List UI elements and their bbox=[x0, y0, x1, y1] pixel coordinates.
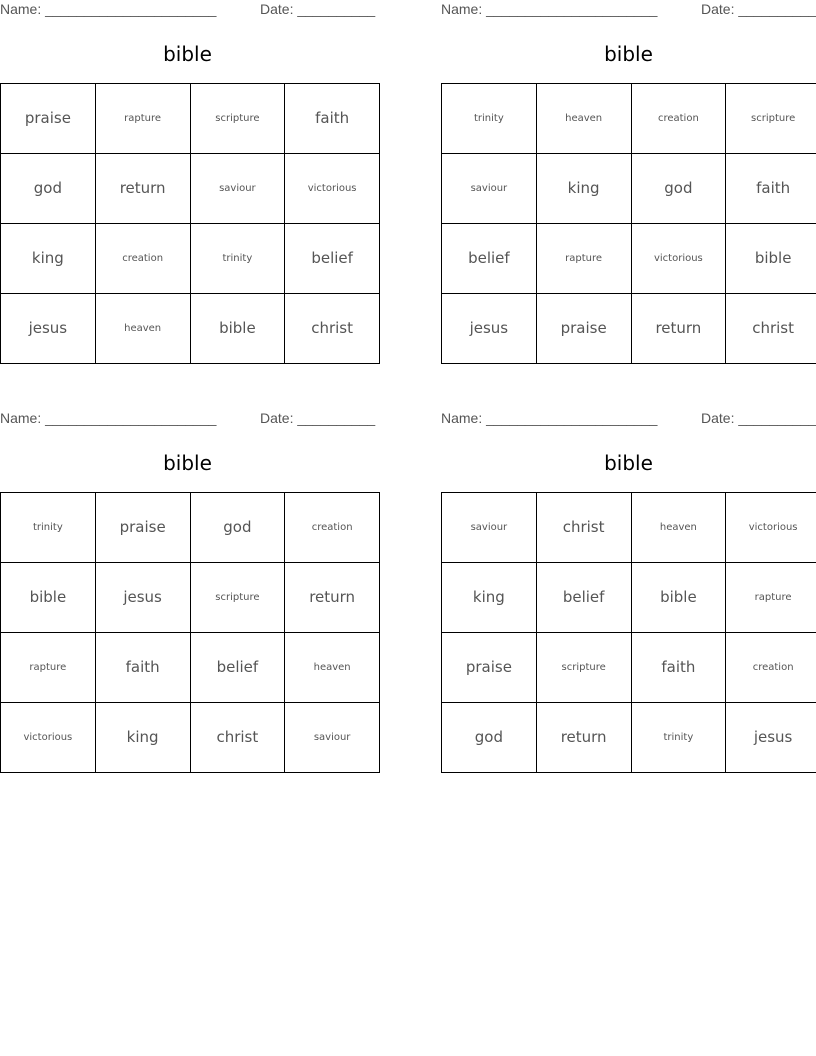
grid-cell: king bbox=[1, 224, 96, 294]
grid-cell: bible bbox=[1, 563, 96, 633]
card-header bbox=[441, 1, 816, 21]
date-field-label: Date: __________ bbox=[701, 1, 816, 17]
card-header bbox=[441, 410, 816, 430]
grid-cell: god bbox=[631, 154, 726, 224]
grid-cell: victorious bbox=[285, 154, 380, 224]
grid-cell: belief bbox=[442, 224, 537, 294]
grid-cell: return bbox=[95, 154, 190, 224]
name-field-label: Name: ______________________ bbox=[441, 410, 658, 426]
grid-cell: god bbox=[442, 703, 537, 773]
date-field-label: Date: __________ bbox=[260, 410, 376, 426]
grid-cell: victorious bbox=[631, 224, 726, 294]
grid-row bbox=[442, 294, 816, 364]
grid-cell: belief bbox=[190, 633, 285, 703]
date-field-label: Date: __________ bbox=[260, 1, 376, 17]
grid-cell: praise bbox=[95, 493, 190, 563]
grid-cell: king bbox=[95, 703, 190, 773]
grid-cell: praise bbox=[1, 84, 96, 154]
name-field-label: Name: ______________________ bbox=[441, 1, 658, 17]
grid-row bbox=[1, 703, 380, 773]
grid-cell: creation bbox=[631, 84, 726, 154]
grid-cell: heaven bbox=[95, 294, 190, 364]
bingo-card-3 bbox=[0, 409, 375, 773]
grid-row bbox=[1, 633, 380, 703]
bingo-grid bbox=[0, 492, 380, 773]
name-field-label: Name: ______________________ bbox=[0, 1, 217, 17]
grid-cell: praise bbox=[442, 633, 537, 703]
grid-cell: creation bbox=[285, 493, 380, 563]
grid-cell: god bbox=[190, 493, 285, 563]
card-title: bible bbox=[163, 42, 212, 66]
name-field-label: Name: ______________________ bbox=[0, 410, 217, 426]
grid-cell: god bbox=[1, 154, 96, 224]
grid-cell: jesus bbox=[1, 294, 96, 364]
grid-cell: king bbox=[536, 154, 631, 224]
grid-cell: heaven bbox=[631, 493, 726, 563]
bingo-grid bbox=[441, 83, 816, 364]
grid-cell: trinity bbox=[1, 493, 96, 563]
bingo-grid bbox=[441, 492, 816, 773]
grid-row bbox=[1, 154, 380, 224]
grid-row bbox=[1, 294, 380, 364]
grid-cell: bible bbox=[190, 294, 285, 364]
grid-cell: scripture bbox=[726, 84, 816, 154]
grid-cell: saviour bbox=[442, 493, 537, 563]
grid-cell: praise bbox=[536, 294, 631, 364]
bingo-card-1 bbox=[0, 0, 375, 364]
bingo-grid bbox=[0, 83, 380, 364]
grid-row bbox=[442, 703, 816, 773]
grid-cell: saviour bbox=[190, 154, 285, 224]
grid-cell: return bbox=[631, 294, 726, 364]
grid-cell: king bbox=[442, 563, 537, 633]
card-title: bible bbox=[163, 451, 212, 475]
grid-cell: belief bbox=[536, 563, 631, 633]
bingo-card-4 bbox=[441, 409, 816, 773]
grid-cell: return bbox=[536, 703, 631, 773]
grid-cell: victorious bbox=[726, 493, 816, 563]
grid-cell: heaven bbox=[536, 84, 631, 154]
grid-row bbox=[1, 84, 380, 154]
grid-cell: saviour bbox=[285, 703, 380, 773]
grid-cell: rapture bbox=[95, 84, 190, 154]
grid-row bbox=[442, 154, 816, 224]
grid-cell: saviour bbox=[442, 154, 537, 224]
grid-cell: faith bbox=[285, 84, 380, 154]
grid-cell: victorious bbox=[1, 703, 96, 773]
grid-row bbox=[1, 493, 380, 563]
grid-cell: trinity bbox=[631, 703, 726, 773]
grid-cell: jesus bbox=[95, 563, 190, 633]
grid-cell: faith bbox=[726, 154, 816, 224]
grid-cell: rapture bbox=[536, 224, 631, 294]
grid-cell: christ bbox=[190, 703, 285, 773]
grid-row bbox=[442, 563, 816, 633]
grid-cell: creation bbox=[726, 633, 816, 703]
grid-cell: scripture bbox=[190, 84, 285, 154]
grid-cell: trinity bbox=[442, 84, 537, 154]
grid-cell: trinity bbox=[190, 224, 285, 294]
grid-cell: rapture bbox=[1, 633, 96, 703]
grid-cell: belief bbox=[285, 224, 380, 294]
grid-cell: christ bbox=[726, 294, 816, 364]
grid-cell: scripture bbox=[190, 563, 285, 633]
grid-cell: creation bbox=[95, 224, 190, 294]
date-field-label: Date: __________ bbox=[701, 410, 816, 426]
grid-cell: heaven bbox=[285, 633, 380, 703]
grid-cell: jesus bbox=[442, 294, 537, 364]
grid-cell: return bbox=[285, 563, 380, 633]
card-title: bible bbox=[604, 451, 653, 475]
card-header bbox=[0, 410, 375, 430]
bingo-card-2 bbox=[441, 0, 816, 364]
grid-cell: scripture bbox=[536, 633, 631, 703]
grid-row bbox=[442, 84, 816, 154]
grid-cell: bible bbox=[631, 563, 726, 633]
grid-row bbox=[1, 224, 380, 294]
grid-row bbox=[1, 563, 380, 633]
grid-cell: christ bbox=[285, 294, 380, 364]
card-title: bible bbox=[604, 42, 653, 66]
grid-cell: faith bbox=[95, 633, 190, 703]
grid-cell: christ bbox=[536, 493, 631, 563]
grid-row bbox=[442, 633, 816, 703]
grid-row bbox=[442, 493, 816, 563]
grid-cell: bible bbox=[726, 224, 816, 294]
grid-cell: rapture bbox=[726, 563, 816, 633]
grid-row bbox=[442, 224, 816, 294]
card-header bbox=[0, 1, 375, 21]
grid-cell: jesus bbox=[726, 703, 816, 773]
grid-cell: faith bbox=[631, 633, 726, 703]
